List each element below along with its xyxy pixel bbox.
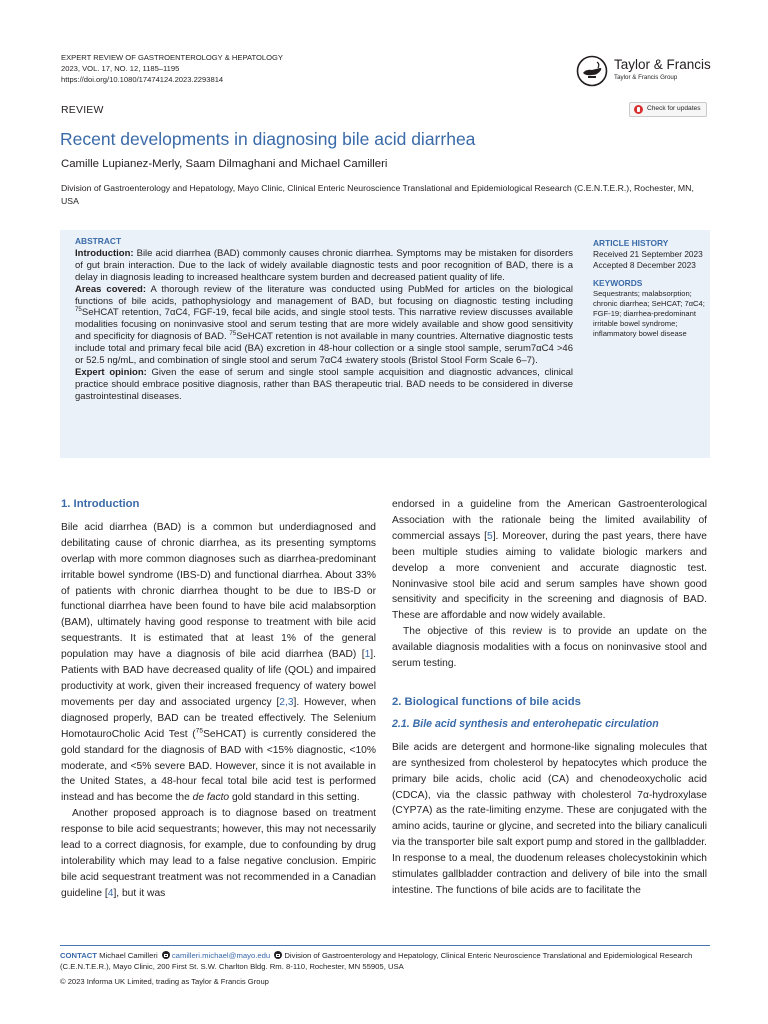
text-run: ]. Patients with BAD have decreased quality of life (QOL) and impaired productivity at work, given their increased frequency of watery bowel movements per day and associated urgency [ [61,649,376,708]
taylor-francis-lamp-icon [576,55,608,87]
bookmark-icon [634,105,643,114]
footer-divider [60,945,710,946]
reference-link[interactable]: 5 [486,530,493,542]
check-for-updates-button[interactable] [629,102,707,117]
text-run: ]. However, when diagnosed properly, BAD can be treated effectively. The Selenium HomotauroCholic Acid Test ( [61,696,376,740]
intro-paragraph-2 [61,806,376,901]
article-history-heading: ARTICLE HISTORY [593,238,669,248]
article-type: REVIEW [61,104,104,116]
areas-label: Areas covered: [75,283,147,295]
journal-volume: 2023, VOL. 17, NO. 12, 1185–1195 [61,64,180,73]
abstract-intro [75,248,573,284]
reference-link[interactable]: 2,3 [279,696,294,708]
areas-text-a: A thorough review of the literature was conducted using PubMed for articles on the biological functions of bile acids, pathophysiology and management of BAD, but focusing on diagnostic testing including [75,283,573,307]
text-run: ]. Moreover, during the past years, there have been multiple studies aiming to validate biologic markers and develop a more convenient and accurate diagnostic test. Noninvasive stool bile acid and serum samples have shown good sensitivity and specificity in the screening and diagnosis of BAD. These are affordable and now widely available. [392,530,707,622]
article-sidebar [593,238,709,339]
keywords-heading: KEYWORDS [593,278,643,288]
opinion-text: Given the ease of serum and single stool sample acquisition and diagnostic advances, clinical practice should embrace positive diagnosis, rather than BAS therapeutic trial. BAD needs to be considered in diverse gastrointestinal diseases. [75,366,573,402]
section-2-paragraph-1: Bile acids are detergent and hormone-like signaling molecules that are synthesized from cholesterol by hepatocytes which produce the primary bile acids, cholic acid (CA) and chenodeoxycholic acid (CDCA), via the classic pathway with cholesterol 7α-hydroxylase (CYP7A) as the rate-limiting enzyme. These are conjugated with the amino acids, taurine or glycine, and secreted into the biliary canaliculi via the transporter bile salt export pump and stored in the gallbladder. In response to a meal, the duodenum releases cholecystokinin which stimulates gallbladder contraction and delivery of bile into the small intestine. The functions of bile acids are to facilitate the [392,741,707,896]
italic-text: de facto [192,792,230,804]
intro-text: Bile acid diarrhea (BAD) commonly causes chronic diarrhea. Symptoms may be mistaken for disorders of gut brain interaction. Due to the lack of widely available diagnostic tests and poor recognition of BAD, there is a delay in diagnosis leading to increased healthcare system burden and decreased patient quality of life. [75,247,574,283]
accepted-date: Accepted 8 December 2023 [593,260,696,270]
keywords-list: Sequestrants; malabsorption; chronic diarrhea; SeHCAT; 7αC4; FGF-19; diarrhea-predominant irritable bowel syndrome; inflammatory bowel disease [593,289,705,338]
reference-link[interactable]: 4 [107,887,114,899]
abstract-box [60,230,710,458]
publisher-name: Taylor & Francis [614,57,711,72]
text-run: SeHCAT) is currently considered the gold standard for the diagnosis of BAD with <15% diagnostic, <10% moderate, and <5% severe BAD. However, since it is not available in the United States, a 48-hour fecal total bile acid test is performed instead and has become the [61,728,376,804]
abstract-opinion [75,367,573,403]
email-icon [162,951,170,959]
superscript: 75 [195,727,204,735]
intro-paragraph-4: The objective of this review is to provide an update on the available diagnosis modalities with a focus on noninvasive stool and serum testing. [392,626,707,670]
journal-name: EXPERT REVIEW OF GASTROENTEROLOGY & HEPATOLOGY [61,53,283,62]
email-icon [274,951,282,959]
intro-label: Introduction: [75,247,134,259]
abstract [75,236,573,403]
superscript: 75 [229,330,237,338]
contact-name: Michael Camilleri [99,951,158,960]
section-1-heading: 1. Introduction [61,498,140,510]
right-column [392,497,707,899]
publisher-group: Taylor & Francis Group [614,74,678,81]
opinion-label: Expert opinion: [75,366,147,378]
abstract-heading: ABSTRACT [75,236,122,246]
received-date: Received 21 September 2023 [593,249,703,259]
contact-label: CONTACT [60,951,98,960]
text-run: ], but it was [113,887,166,899]
intro-paragraph-1 [61,520,376,806]
superscript: 75 [75,306,82,314]
areas-text-c: SeHCAT retention is not available in many countries. Alternative diagnostic tests include total and primary fecal bile acid (BA) excretion in 48-hour collection or a single stool sample, serum7αC4 >46 or 52.5 ng/mL, and combination of single stool and serum 7αC4 ±watery stools (Bristol Stool Form Scale 6–7). [75,331,574,367]
reference-link[interactable]: 1 [364,649,371,661]
areas-text-b: SeHCAT retention, 7αC4, FGF-19, fecal bile acids, and single stool tests. This narrative review discusses available modalities focusing on noninvasive stool and serum testing that are more widely available and show good sensitivity and specificity for diagnosis of BAD. [75,307,573,343]
journal-header [61,52,283,85]
contact-info [60,950,710,972]
abstract-areas [75,284,573,367]
text-run: endorsed in a guideline from the American Gastroenterological Association with the rationale being the limited availability of commercial assays [ [392,499,707,542]
intro-paragraph-3 [392,497,707,624]
publisher-logo[interactable] [576,55,716,89]
text-run: gold standard in this setting. [229,792,360,804]
article-title: Recent developments in diagnosing bile acid diarrhea [60,129,476,149]
author-list: Camille Lupianez-Merly, Saam Dilmaghani and Michael Camilleri [61,158,388,170]
section-2-1-heading: 2.1. Bile acid synthesis and enterohepatic circulation [392,717,659,730]
section-2-heading: 2. Biological functions of bile acids [392,695,581,708]
contact-email-link[interactable]: camilleri.michael@mayo.edu [171,951,271,960]
affiliation: Division of Gastroenterology and Hepatology, Mayo Clinic, Clinical Enteric Neuroscience Translational and Epidemiological Research (C.E.N.T.E.R.), Rochester, MN, USA [61,183,694,207]
doi-link[interactable]: https://doi.org/10.1080/17474124.2023.2293814 [61,75,224,84]
check-updates-label: Check for updates [647,105,701,112]
copyright: © 2023 Informa UK Limited, trading as Taylor & Francis Group [60,977,269,986]
text-run: Bile acid diarrhea (BAD) is a common but underdiagnosed and debilitating cause of chronic diarrhea, as its presenting symptoms overlap with more common diagnoses such as diarrhea-predominant irritable bowel syndrome (IBS-D) and functional diarrhea. About 33% of patients with chronic diarrhea thought to be due to IBS-D or functional diarrhea have been found to have bile acid malabsorption (BAM), ultimately having good response to treatment with bile acid sequestrants. It is estimated that at least 1% of the general population may have a diagnosis of bile acid diarrhea (BAD) [ [61,521,376,661]
left-column [61,497,376,902]
text-run: Another proposed approach is to diagnose based on treatment response to bile acid sequestrants; however, this may not necessarily lead to a correct diagnosis, for example, due to confounding by drug intolerability which may lead to a false negative conclusion. Empiric bile acid sequestrant treatment was not recommended in a Canadian guideline [ [61,808,376,899]
contact-address: Division of Gastroenterology and Hepatology, Clinical Enteric Neuroscience Translational and Epidemiological Research (C.E.N.T.E.R.), Mayo Clinic, 200 First St. S.W. Charlton Bldg. Rm. 8-110, Rochester, MN 55905, USA [60,951,693,971]
